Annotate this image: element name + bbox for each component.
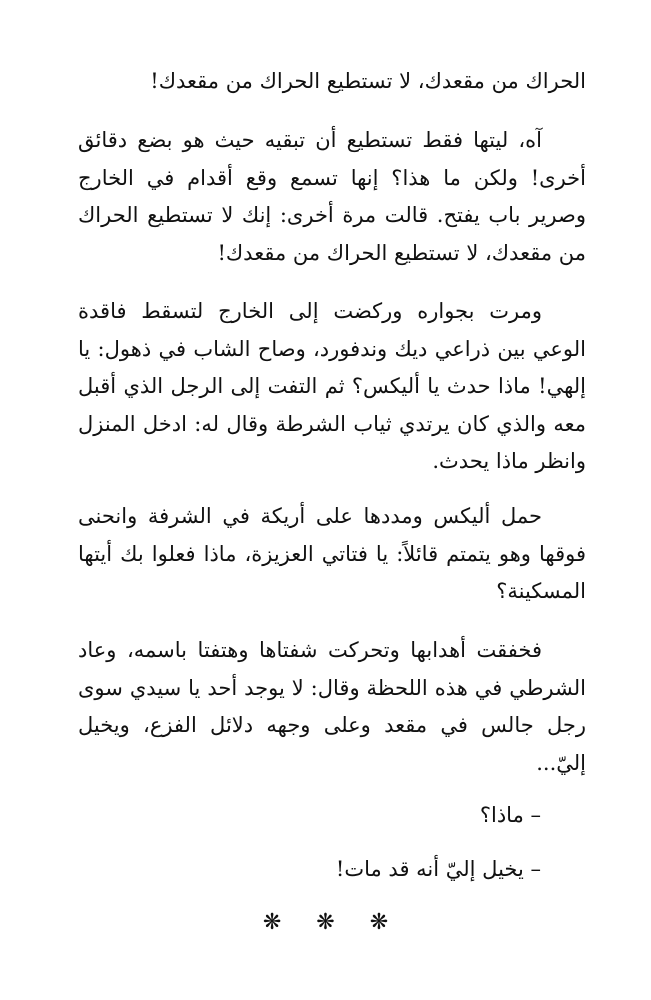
paragraph: فخفقت أهدابها وتحركت شفتاها وهتفتا باسمه، وعاد الشرطي في هذه اللحظة وقال: لا يوجد أحد يا سيدي سوى رجل جالس في مقعد وعلى وجهه دلائل الفزع، ويخيل إليّ... — [78, 638, 586, 775]
text-block-5 — [78, 632, 586, 782]
asterism-icon: ❋ — [262, 910, 282, 935]
text-block-2 — [78, 122, 586, 272]
section-separator — [0, 910, 651, 935]
dialogue-line: – ماذا؟ — [479, 803, 541, 827]
paragraph: الحراك من مقعدك، لا تستطيع الحراك من مقعدك! — [150, 69, 586, 93]
text-block-1 — [78, 63, 586, 101]
paragraph: حمل أليكس ومددها على أريكة في الشرفة وانحنى فوقها وهو يتمتم قائلاً: يا فتاتي العزيزة، ماذا فعلوا بك أيتها المسكينة؟ — [78, 504, 586, 603]
paragraph: آه، ليتها فقط تستطيع أن تبقيه حيث هو بضع دقائق أخرى! ولكن ما هذا؟ إنها تسمع وقع أقدام في الخارج وصرير باب يفتح. قالت مرة أخرى: إنك لا تستطيع الحراك من مقعدك، لا تستطيع الحراك من مقعدك! — [78, 128, 586, 265]
asterism-icon: ❋ — [369, 910, 389, 935]
asterism-icon: ❋ — [316, 910, 335, 935]
paragraph: ومرت بجواره وركضت إلى الخارج لتسقط فاقدة الوعي بين ذراعي ديك وندفورد، وصاح الشاب في ذهول: يا إلهي! ماذا حدث يا أليكس؟ ثم التفت إلى الرجل الذي أقبل معه والذي كان يرتدي ثياب الشرطة وقال له: ادخل المنزل وانظر ماذا يحدث. — [78, 299, 586, 473]
dialogue-line: – يخيل إليّ أنه قد مات! — [335, 857, 541, 881]
text-block-3 — [78, 293, 586, 481]
text-block-4 — [78, 498, 586, 611]
